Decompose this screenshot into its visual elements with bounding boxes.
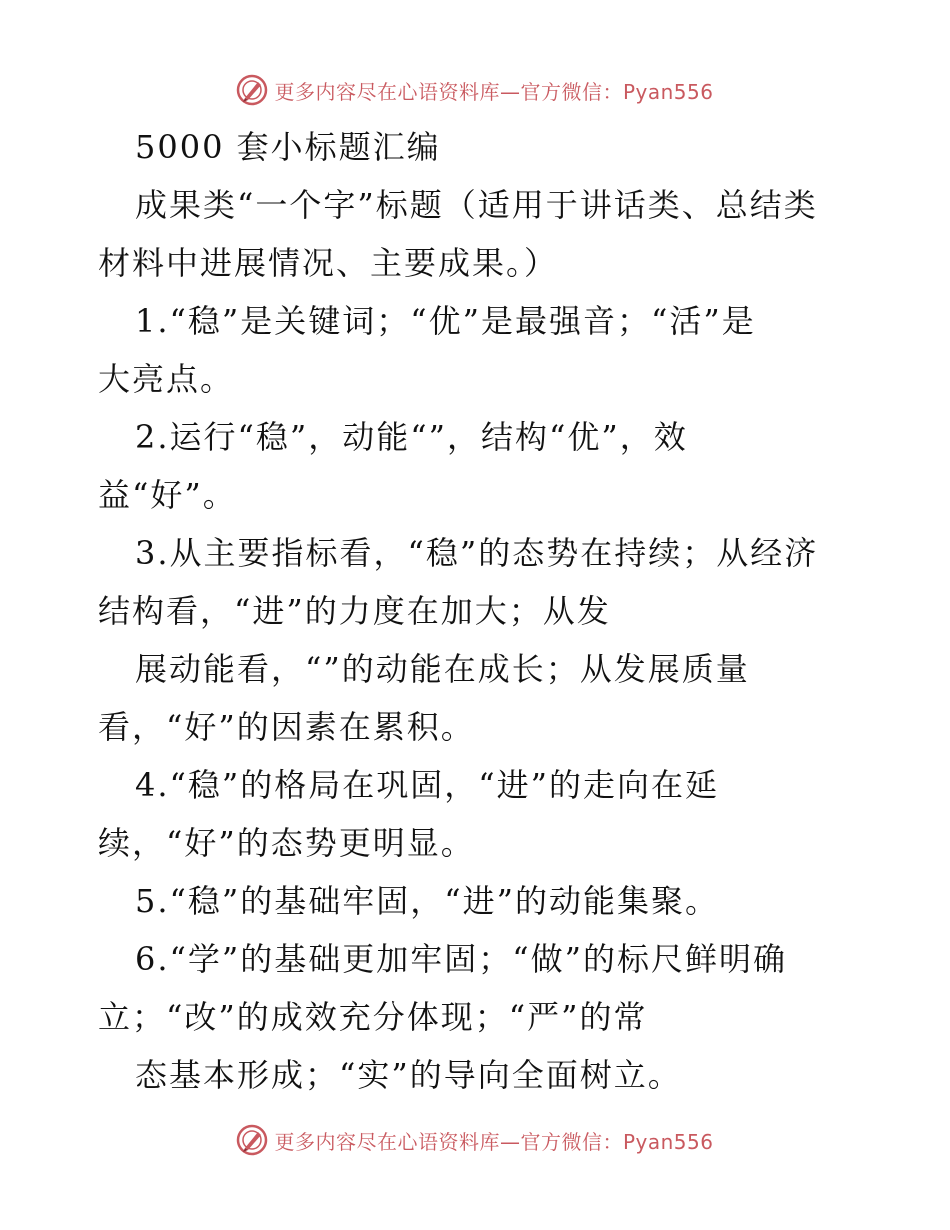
list-item-6: 6.“学”的基础更加牢固；“做”的标尺鲜明确 [135, 940, 787, 978]
footer-watermark [0, 1120, 950, 1160]
paragraph-line: 大亮点。 [98, 360, 235, 398]
paragraph-line: 看，“好”的因素在累积。 [98, 708, 475, 746]
list-item-3: 3.从主要指标看，“稳”的态势在持续；从经济 [135, 534, 819, 572]
paragraph-line: 材料中进展情况、主要成果。） [98, 244, 559, 282]
paragraph-line: 态基本形成；“实”的导向全面树立。 [135, 1056, 682, 1094]
paragraph-line: 结构看，“进”的力度在加大；从发 [98, 592, 611, 630]
list-item-1: 1.“稳”是关键词；“优”是最强音；“活”是 [135, 302, 756, 340]
pen-logo-icon [236, 74, 268, 106]
pen-logo-icon [236, 1124, 268, 1156]
doc-title: 5000 套小标题汇编 [135, 128, 441, 166]
watermark-text: 更多内容尽在心语资料库—官方微信：Pyan556 [274, 1129, 714, 1154]
paragraph-line: 立；“改”的成效充分体现；“严”的常 [98, 998, 648, 1036]
header-watermark [0, 70, 950, 110]
paragraph-line: 益“好”。 [98, 476, 237, 514]
watermark-text: 更多内容尽在心语资料库—官方微信：Pyan556 [274, 79, 714, 104]
section-heading: 成果类“一个字”标题（适用于讲话类、总结类 [135, 186, 818, 224]
list-item-2: 2.运行“稳”，动能“”，结构“优”，效 [135, 418, 688, 456]
list-item-4: 4.“稳”的格局在巩固，“进”的走向在延 [135, 766, 719, 804]
list-item-5: 5.“稳”的基础牢固，“进”的动能集聚。 [135, 882, 719, 920]
paragraph-line: 续，“好”的态势更明显。 [98, 824, 475, 862]
paragraph-line: 展动能看，“”的动能在成长；从发展质量 [135, 650, 750, 688]
